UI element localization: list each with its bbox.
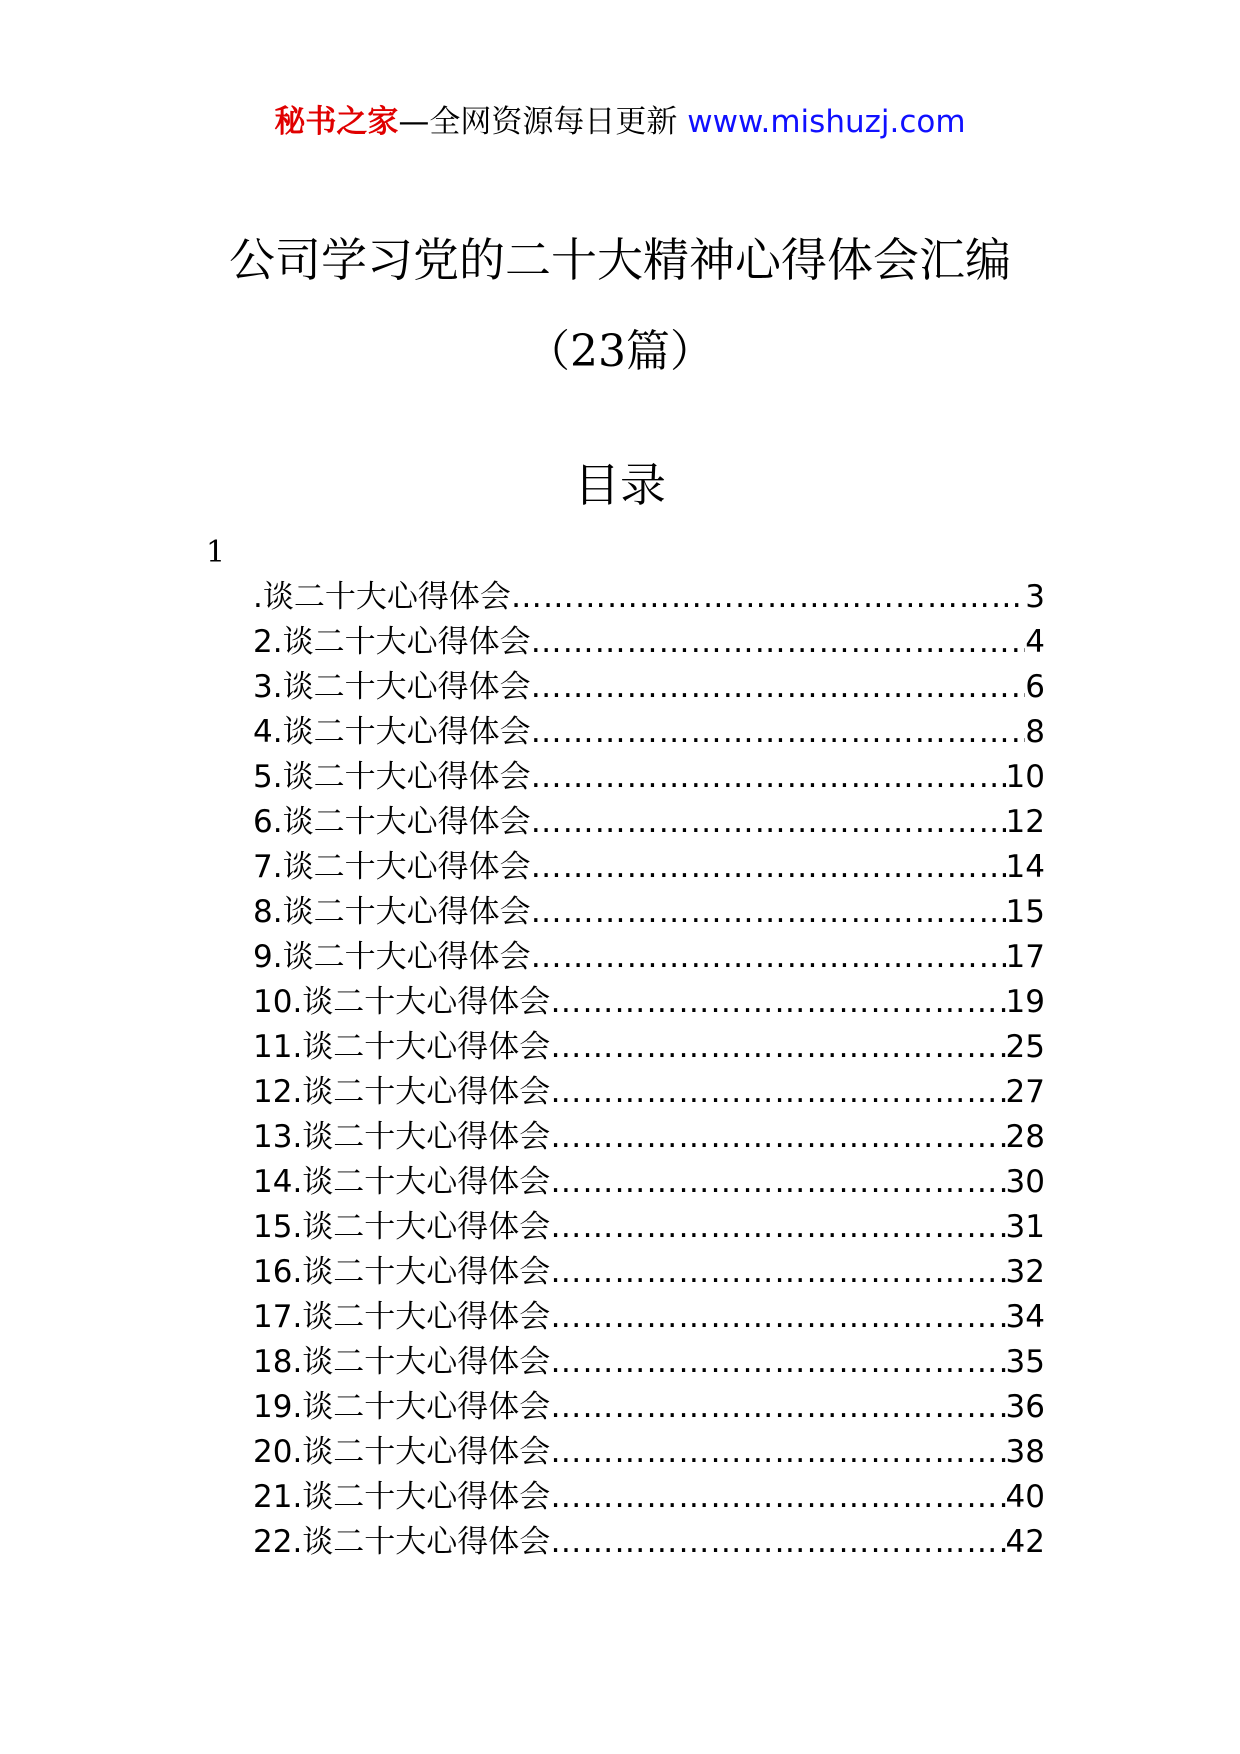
toc-leader-dots [550,1025,1005,1070]
toc-leader-dots [550,1070,1005,1115]
toc-leader-dots [550,1250,1005,1295]
toc-entry[interactable] [253,755,1045,800]
toc-entry[interactable] [253,1295,1045,1340]
toc-entry-page: 6 [1025,669,1045,705]
toc-entry-page: 27 [1005,1074,1045,1110]
toc-leader-dots [550,1385,1005,1430]
toc-entry-label: 9.谈二十大心得体会 [253,939,531,975]
toc-leader-dots [550,1205,1005,1250]
toc-entry[interactable] [253,890,1045,935]
toc-leader-dots [531,935,1006,980]
toc-entry-page: 32 [1005,1254,1045,1290]
toc-entry[interactable] [253,845,1045,890]
toc-entry-label: 17.谈二十大心得体会 [253,1299,551,1335]
toc-entry-label: 3.谈二十大心得体会 [253,669,531,705]
toc-entry-page: 3 [1025,579,1045,615]
toc-entry-label: 13.谈二十大心得体会 [253,1119,551,1155]
toc-leader-dots [550,980,1005,1025]
toc-entry-page: 30 [1005,1164,1045,1200]
toc-entry[interactable] [253,1475,1045,1520]
toc-entry[interactable] [253,1385,1045,1430]
toc-entry[interactable] [253,1205,1045,1250]
toc-entry-page: 12 [1005,804,1045,840]
toc-entry-page: 34 [1005,1299,1045,1335]
toc-entry[interactable] [253,710,1045,755]
toc-entry-page: 19 [1005,984,1045,1020]
toc-leader-dots [550,1340,1005,1385]
site-url-link[interactable]: www.mishuzj.com [687,104,966,140]
toc-heading: 目录 [574,458,666,512]
toc-entry-page: 15 [1005,894,1045,930]
toc-leader-dots [531,710,1026,755]
toc-entry[interactable] [253,1070,1045,1115]
toc-entry-label: 15.谈二十大心得体会 [253,1209,551,1245]
toc-entry-label: 4.谈二十大心得体会 [253,714,531,750]
toc-entry[interactable] [253,620,1045,665]
toc-entry-label: 2.谈二十大心得体会 [253,624,531,660]
toc-entry-label: 6.谈二十大心得体会 [253,804,531,840]
header-tagline: —全网资源每日更新 [398,104,678,140]
toc-entry-label: .谈二十大心得体会 [253,579,511,615]
toc-entry[interactable] [253,980,1045,1025]
toc-entry-page: 17 [1005,939,1045,975]
toc-leader-dots [531,845,1006,890]
toc-leader-dots [550,1520,1005,1565]
toc-entry[interactable] [253,1115,1045,1160]
toc-leader-dots [550,1430,1005,1475]
toc-entry[interactable] [253,1340,1045,1385]
toc-entry-label: 18.谈二十大心得体会 [253,1344,551,1380]
toc-entry-label: 19.谈二十大心得体会 [253,1389,551,1425]
toc-entry[interactable] [253,1430,1045,1475]
toc-entry[interactable] [253,800,1045,845]
toc-entry-page: 38 [1005,1434,1045,1470]
toc-entry-page: 4 [1025,624,1045,660]
toc-entry-label: 7.谈二十大心得体会 [253,849,531,885]
toc-entry[interactable] [253,665,1045,710]
toc-entry-page: 28 [1005,1119,1045,1155]
document-subtitle: （23篇） [526,326,714,377]
toc-entry-page: 8 [1025,714,1045,750]
toc-entry-label: 5.谈二十大心得体会 [253,759,531,795]
toc-leader-dots [531,755,1006,800]
toc-entry-page: 10 [1005,759,1045,795]
toc-leader-dots [511,575,1025,620]
toc-leader-dots [531,800,1006,845]
toc-entry[interactable] [253,935,1045,980]
toc-entry-label: 11.谈二十大心得体会 [253,1029,551,1065]
toc-leader-dots [550,1475,1005,1520]
toc-entry-page: 25 [1005,1029,1045,1065]
toc-entry-page: 14 [1005,849,1045,885]
toc-entry-label: 20.谈二十大心得体会 [253,1434,551,1470]
brand-name: 秘书之家 [274,104,399,140]
toc-entry-label: 10.谈二十大心得体会 [253,984,551,1020]
toc-entry[interactable] [253,1250,1045,1295]
toc-entry-label: 8.谈二十大心得体会 [253,894,531,930]
toc-entry[interactable] [253,575,1045,620]
toc-leader-dots [550,1160,1005,1205]
toc-leader-dots [550,1115,1005,1160]
toc-entry-label: 14.谈二十大心得体会 [253,1164,551,1200]
toc-entry-label: 16.谈二十大心得体会 [253,1254,551,1290]
toc-entry-page: 31 [1005,1209,1045,1245]
toc-leader-dots [550,1295,1005,1340]
toc-entry-page: 42 [1005,1524,1045,1560]
toc-entry-page: 40 [1005,1479,1045,1515]
toc-entry-label: 21.谈二十大心得体会 [253,1479,551,1515]
document-title: 公司学习党的二十大精神心得体会汇编 [229,233,1011,287]
toc-leader-dots [531,665,1026,710]
site-header [0,100,1240,144]
toc-entry[interactable] [253,1520,1045,1565]
toc-entry[interactable] [253,1160,1045,1205]
toc-entry-label: 22.谈二十大心得体会 [253,1524,551,1560]
table-of-contents [253,575,1045,1565]
toc-leader-dots [531,620,1026,665]
toc-leader-dots [531,890,1006,935]
toc-entry-label: 12.谈二十大心得体会 [253,1074,551,1110]
toc-entry-page: 36 [1005,1389,1045,1425]
toc-entry-page: 35 [1005,1344,1045,1380]
toc-entry[interactable] [253,1025,1045,1070]
toc-marker: 1 [206,535,226,570]
